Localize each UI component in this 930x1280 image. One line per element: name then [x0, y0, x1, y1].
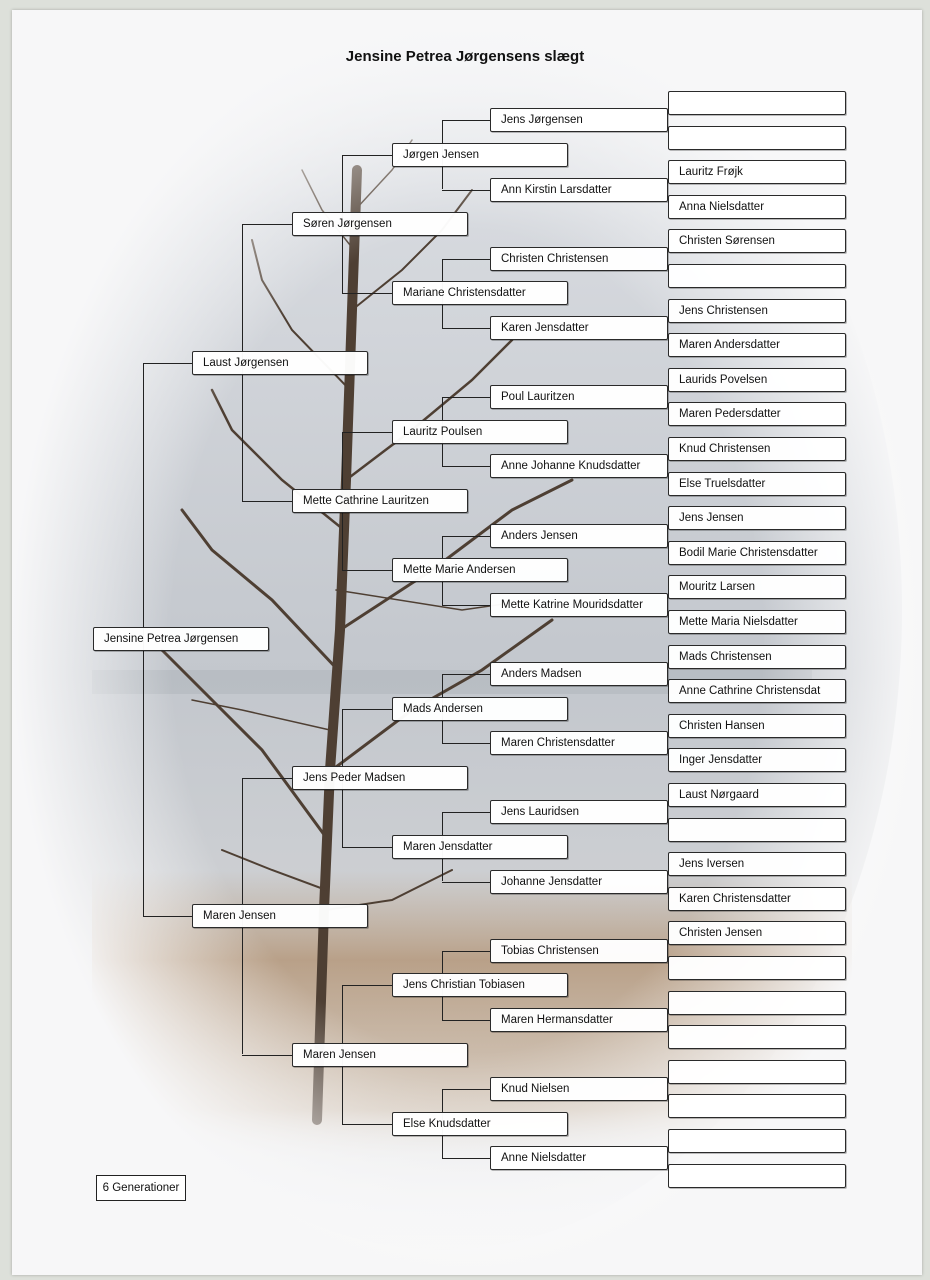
connector-mother: [442, 466, 490, 467]
connector-father: [442, 674, 490, 675]
ancestor-box: [668, 1164, 846, 1188]
ancestor-box: Christen Christensen: [490, 247, 668, 271]
connector-mother: [342, 1124, 392, 1125]
connector-mother: [242, 501, 292, 502]
connector-father: [143, 363, 192, 364]
ancestor-box: Poul Lauritzen: [490, 385, 668, 409]
ancestor-box: Anna Nielsdatter: [668, 195, 846, 219]
ancestor-box: Mads Christensen: [668, 645, 846, 669]
connector-father: [242, 224, 292, 225]
ancestor-box: Ann Kirstin Larsdatter: [490, 178, 668, 202]
connector-mother: [143, 916, 192, 917]
connector-mother: [442, 190, 490, 191]
ancestor-box: Anne Johanne Knudsdatter: [490, 454, 668, 478]
ancestor-box: Jens Iversen: [668, 852, 846, 876]
ancestor-box: [668, 1060, 846, 1084]
ancestor-box: Maren Andersdatter: [668, 333, 846, 357]
ancestor-box: Tobias Christensen: [490, 939, 668, 963]
connector-mother: [442, 1158, 490, 1159]
ancestor-box: Jørgen Jensen: [392, 143, 568, 167]
ancestor-box: Christen Hansen: [668, 714, 846, 738]
ancestor-box: Mette Maria Nielsdatter: [668, 610, 846, 634]
ancestor-box: Bodil Marie Christensdatter: [668, 541, 846, 565]
ancestor-box: Laurids Povelsen: [668, 368, 846, 392]
connector-father: [442, 536, 490, 537]
ancestor-box: Maren Jensdatter: [392, 835, 568, 859]
connector-mother: [442, 882, 490, 883]
chart-title: Jensine Petrea Jørgensens slægt: [345, 48, 585, 65]
connector-mother: [342, 293, 392, 294]
ancestor-box: Laust Jørgensen: [192, 351, 368, 375]
ancestor-box: Søren Jørgensen: [292, 212, 468, 236]
ancestor-box: Jens Christian Tobiasen: [392, 973, 568, 997]
ancestor-box: Jens Jensen: [668, 506, 846, 530]
ancestor-box: Else Knudsdatter: [392, 1112, 568, 1136]
ancestor-box: Anne Cathrine Christensdat: [668, 679, 846, 703]
ancestor-box: Else Truelsdatter: [668, 472, 846, 496]
ancestor-box: Jens Lauridsen: [490, 800, 668, 824]
ancestor-box: Jens Peder Madsen: [292, 766, 468, 790]
connector-mother: [442, 328, 490, 329]
ancestor-box: Mariane Christensdatter: [392, 281, 568, 305]
ancestor-box: Christen Jensen: [668, 921, 846, 945]
ancestor-box: Inger Jensdatter: [668, 748, 846, 772]
ancestor-box: [668, 1025, 846, 1049]
ancestor-box: Karen Christensdatter: [668, 887, 846, 911]
connector-mother: [442, 605, 490, 606]
ancestor-box: [668, 991, 846, 1015]
ancestor-box: Mette Cathrine Lauritzen: [292, 489, 468, 513]
ancestor-box: Maren Jensen: [292, 1043, 468, 1067]
generations-label: 6 Generationer: [96, 1175, 186, 1201]
root-person-box: Jensine Petrea Jørgensen: [93, 627, 269, 651]
connector-mother: [342, 570, 392, 571]
connector-mother: [242, 1055, 292, 1056]
ancestor-box: Mette Katrine Mouridsdatter: [490, 593, 668, 617]
ancestor-box: Knud Nielsen: [490, 1077, 668, 1101]
connector-father: [442, 120, 490, 121]
ancestor-box: Laust Nørgaard: [668, 783, 846, 807]
ancestor-box: Maren Pedersdatter: [668, 402, 846, 426]
ancestor-box: Knud Christensen: [668, 437, 846, 461]
ancestor-box: Lauritz Frøjk: [668, 160, 846, 184]
ancestor-box: Anders Jensen: [490, 524, 668, 548]
ancestor-box: [668, 1094, 846, 1118]
ancestor-box: Maren Christensdatter: [490, 731, 668, 755]
connector-father: [342, 155, 392, 156]
ancestor-box: [668, 126, 846, 150]
ancestor-box: Lauritz Poulsen: [392, 420, 568, 444]
ancestor-box: Christen Sørensen: [668, 229, 846, 253]
ancestor-box: [668, 1129, 846, 1153]
connector-father: [242, 778, 292, 779]
connector-father: [442, 951, 490, 952]
ancestor-box: Jens Jørgensen: [490, 108, 668, 132]
ancestor-box: Anne Nielsdatter: [490, 1146, 668, 1170]
connector-father: [342, 709, 392, 710]
ancestor-box: Jens Christensen: [668, 299, 846, 323]
connector-father: [342, 985, 392, 986]
ancestor-box: Mouritz Larsen: [668, 575, 846, 599]
ancestor-box: Mette Marie Andersen: [392, 558, 568, 582]
ancestor-box: Karen Jensdatter: [490, 316, 668, 340]
ancestor-box: [668, 264, 846, 288]
ancestor-box: [668, 956, 846, 980]
ancestor-box: Mads Andersen: [392, 697, 568, 721]
connector-father: [442, 812, 490, 813]
ancestor-box: Maren Hermansdatter: [490, 1008, 668, 1032]
ancestor-box: Johanne Jensdatter: [490, 870, 668, 894]
connector-father: [342, 432, 392, 433]
ancestor-box: Anders Madsen: [490, 662, 668, 686]
connector-mother: [342, 847, 392, 848]
ancestor-box: Maren Jensen: [192, 904, 368, 928]
connector-father: [442, 1089, 490, 1090]
ancestor-box: [668, 91, 846, 115]
connector-mother: [442, 743, 490, 744]
connector-mother: [442, 1020, 490, 1021]
connector-father: [442, 397, 490, 398]
connector-father: [442, 259, 490, 260]
ancestor-box: [668, 818, 846, 842]
